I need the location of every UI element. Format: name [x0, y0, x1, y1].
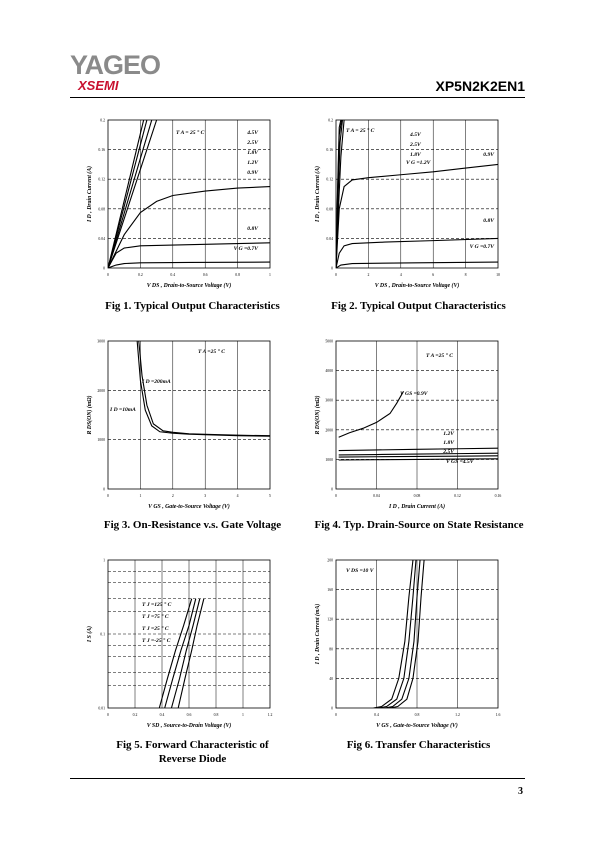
fig4-chart — [306, 333, 506, 518]
y-tick-label: 0.16 — [326, 148, 333, 153]
y-tick-label: 0 — [103, 266, 105, 271]
annotation-label: 1.8V — [443, 440, 454, 446]
annotation-label: 0.9V — [483, 152, 494, 158]
figure-3-caption: Fig 3. On-Resistance v.s. Gate Voltage — [103, 519, 282, 531]
x-tick-label: 0.4 — [374, 713, 379, 717]
annotation-label: T J =25 ° C — [142, 626, 169, 632]
x-tick-label: 1.2 — [455, 713, 460, 717]
figure-4 — [306, 333, 506, 518]
x-tick-label: 0.2 — [138, 273, 143, 277]
page-number: 3 — [518, 786, 523, 797]
annotation-label: V G =1.2V — [406, 160, 431, 166]
x-tick-label: 1 — [139, 494, 142, 498]
annotation-label: V GS =0.9V — [400, 391, 428, 397]
series-line — [336, 262, 498, 268]
figure-3 — [80, 333, 280, 518]
y-axis-label: I S (A) — [87, 625, 93, 643]
y-axis-label: R DS(ON) (mΩ) — [87, 395, 93, 435]
annotation-label: 2.5V — [247, 140, 258, 146]
x-tick-label: 0 — [107, 273, 109, 277]
company-logo — [70, 52, 160, 93]
annotation-label: 1.2V — [247, 160, 258, 166]
annotation-label: 1.8V — [410, 152, 421, 158]
x-tick-label: 0.4 — [170, 273, 176, 277]
y-tick-label: 2000 — [97, 388, 105, 393]
footer-rule — [70, 778, 525, 779]
series-line — [171, 599, 199, 708]
x-tick-label: 0.2 — [132, 713, 138, 717]
part-number: XP5N2K2EN1 — [435, 78, 525, 94]
x-tick-label: 0.8 — [213, 713, 219, 717]
annotation-label: 0.8V — [483, 218, 494, 224]
series-line — [139, 341, 270, 436]
annotation-label: V G =0.7V — [233, 246, 258, 252]
x-tick-label: 0 — [335, 273, 337, 277]
x-axis-label: V SD , Source-to-Drain Voltage (V) — [146, 723, 232, 729]
x-tick-label: 0 — [335, 713, 337, 717]
x-axis-label: I D , Drain Current (A) — [388, 504, 446, 510]
x-tick-label: 0.16 — [494, 494, 502, 498]
x-tick-label: 1.2 — [267, 713, 273, 717]
y-tick-label: 160 — [327, 588, 333, 593]
y-tick-label: 1 — [103, 558, 105, 563]
annotation-label: I D =200mA — [142, 379, 171, 385]
x-tick-label: 0.4 — [159, 713, 165, 717]
series-line — [108, 187, 270, 268]
x-tick-label: 8 — [464, 273, 467, 277]
x-tick-label: 5 — [269, 494, 271, 498]
x-tick-label: 2 — [171, 494, 174, 498]
annotation-label: 0.8V — [247, 226, 258, 232]
plot-frame — [108, 341, 270, 489]
figure-2 — [306, 112, 506, 297]
figure-6-caption: Fig 6. Transfer Characteristics — [346, 739, 491, 751]
fig2-chart — [306, 112, 506, 297]
x-tick-label: 4 — [236, 494, 239, 498]
figure-6 — [306, 552, 506, 737]
figure-2-caption: Fig 2. Typical Output Characteristics — [331, 300, 506, 312]
x-tick-label: 10 — [496, 273, 500, 277]
y-tick-label: 0 — [103, 487, 105, 492]
y-tick-label: 3000 — [325, 398, 333, 403]
y-tick-label: 0.01 — [98, 706, 105, 711]
y-tick-label: 0.08 — [98, 207, 105, 212]
y-tick-label: 4000 — [325, 369, 333, 374]
x-tick-label: 0.08 — [413, 494, 421, 498]
annotation-label: V DS =10 V — [346, 568, 374, 574]
annotation-label: V GS =4.5V — [446, 459, 474, 465]
series-line — [108, 262, 270, 268]
logo-subbrand: XSEMI — [78, 78, 119, 93]
y-tick-label: 0.04 — [326, 236, 333, 241]
fig3-chart — [80, 333, 280, 518]
series-line — [339, 391, 404, 437]
y-tick-label: 0.12 — [326, 177, 333, 182]
figure-1 — [80, 112, 280, 297]
y-tick-label: 0 — [331, 487, 333, 492]
annotation-label: 2.5V — [443, 449, 454, 455]
series-line — [137, 341, 270, 436]
x-tick-label: 0.8 — [235, 273, 240, 277]
y-tick-label: 0.12 — [98, 177, 105, 182]
series-group — [137, 341, 270, 436]
y-axis-label: R DS(ON) (mΩ) — [315, 395, 321, 435]
annotation-label: V G =0.7V — [469, 244, 494, 250]
y-tick-label: 5000 — [325, 339, 333, 344]
series-line — [339, 459, 498, 460]
y-tick-label: 80 — [329, 647, 333, 652]
y-tick-label: 1000 — [325, 457, 333, 462]
figure-5 — [80, 552, 280, 737]
x-tick-label: 0 — [335, 494, 337, 498]
fig5-chart — [80, 552, 280, 737]
series-group — [339, 391, 498, 460]
y-tick-label: 3000 — [97, 339, 105, 344]
y-axis-label: I D , Drain Current (A) — [87, 165, 93, 223]
series-line — [336, 164, 498, 268]
annotation-label: T A =25 ° C — [198, 349, 225, 355]
y-axis-label: I D , Drain Current (A) — [315, 165, 321, 223]
x-axis-label: V GS , Gate-to-Source Voltage (V) — [148, 504, 230, 510]
x-tick-label: 3 — [204, 494, 207, 498]
annotation-label: I D =10mA — [110, 407, 136, 413]
x-tick-label: 1.6 — [495, 713, 501, 717]
x-tick-label: 0 — [107, 713, 109, 717]
x-tick-label: 0.12 — [454, 494, 461, 498]
figure-1-caption: Fig 1. Typical Output Characteristics — [105, 300, 280, 312]
series-line — [385, 560, 420, 708]
figure-5-caption-text: Fig 5. Forward Characteristic of Reverse Diode — [116, 739, 269, 765]
annotation-label: T A = 25 ° C — [346, 128, 375, 134]
figure-5-caption — [80, 738, 305, 766]
annotation-label: 2.5V — [410, 142, 421, 148]
series-line — [339, 448, 498, 450]
x-axis-label: V DS , Drain-to-Source Voltage (V) — [146, 283, 232, 289]
series-group — [373, 560, 424, 708]
series-line — [339, 453, 498, 455]
x-tick-label: 0 — [107, 494, 109, 498]
x-axis-label: V DS , Drain-to-Source Voltage (V) — [374, 283, 460, 289]
y-tick-label: 1000 — [97, 438, 105, 443]
x-tick-label: 6 — [432, 273, 435, 277]
x-axis-label: V GS , Gate-to-Source Voltage (V) — [376, 723, 458, 729]
series-line — [178, 599, 204, 708]
y-tick-label: 0.04 — [98, 236, 105, 241]
y-tick-label: 40 — [329, 676, 333, 681]
annotation-label: T J =-25 ° C — [142, 638, 171, 644]
y-axis-label: I D , Drain Current (mA) — [315, 603, 321, 665]
fig6-chart — [306, 552, 506, 737]
annotation-label: 4.5V — [247, 130, 258, 136]
x-tick-label: 0.6 — [186, 713, 192, 717]
annotation-label: T J =75 ° C — [142, 614, 169, 620]
annotation-label: T A =25 ° C — [426, 353, 453, 359]
series-line — [339, 456, 498, 457]
annotation-label: 1.8V — [247, 150, 258, 156]
fig1-chart — [80, 112, 280, 297]
y-tick-label: 0.2 — [328, 118, 333, 123]
figure-4-caption: Fig 4. Typ. Drain-Source on State Resistance — [314, 519, 524, 531]
x-tick-label: 1 — [269, 273, 271, 277]
x-tick-label: 0.04 — [373, 494, 380, 498]
annotation-label: 1.2V — [443, 431, 454, 437]
x-tick-label: 1 — [242, 713, 244, 717]
y-tick-label: 0.16 — [98, 148, 105, 153]
y-tick-label: 120 — [327, 617, 333, 622]
y-tick-label: 2000 — [325, 428, 333, 433]
annotation-label: 0.9V — [247, 170, 258, 176]
y-tick-label: 200 — [327, 558, 333, 563]
y-tick-label: 0 — [331, 706, 333, 711]
annotation-label: 4.5V — [410, 132, 421, 138]
header-rule — [70, 97, 525, 98]
y-tick-label: 0.2 — [100, 118, 105, 123]
series-line — [373, 560, 412, 708]
logo-brand: YAGEO — [70, 50, 161, 80]
annotation-label: T J =125 ° C — [142, 602, 172, 608]
x-tick-label: 2 — [367, 273, 370, 277]
x-tick-label: 0.8 — [414, 713, 420, 717]
y-tick-label: 0.08 — [326, 207, 333, 212]
x-tick-label: 0.6 — [202, 273, 208, 277]
y-tick-label: 0.1 — [100, 632, 105, 637]
y-tick-label: 0 — [331, 266, 333, 271]
annotation-label: T A = 25 ° C — [176, 130, 205, 136]
x-tick-label: 4 — [399, 273, 402, 277]
